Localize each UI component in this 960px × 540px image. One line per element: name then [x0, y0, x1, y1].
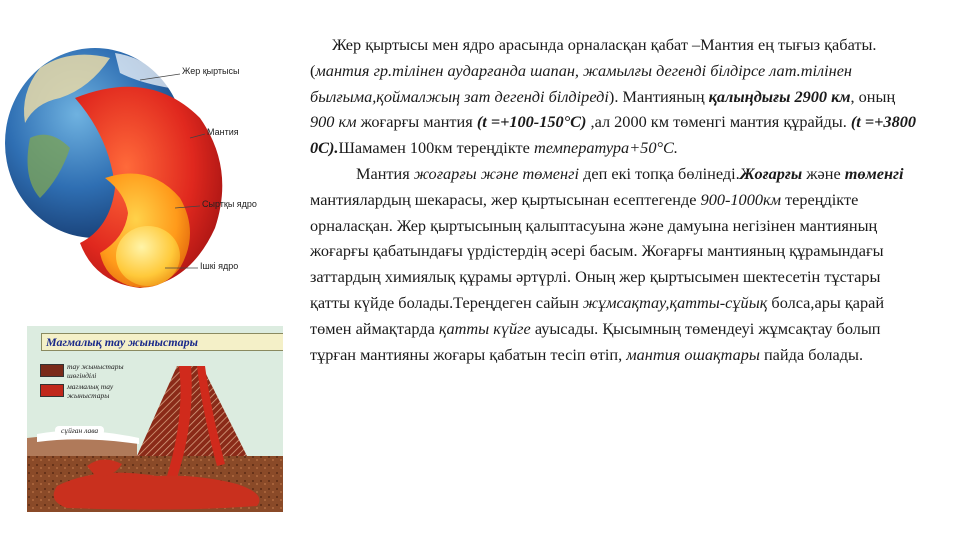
- legend-swatch-sediment: [40, 364, 64, 377]
- lava-label: сұйған лава: [55, 426, 104, 435]
- magma-figure-title: Магмалық тау жыныстары: [41, 333, 283, 351]
- volcano-illustration: [27, 326, 283, 512]
- paragraph-mantle-divisions: Мантия жоғарғы және төменгі деп екі топқа бөлінеді.Жоғарғы және төменгі мантиялардың шекарасы, жер қыртысынан есептегенде 900-1000км тереңдікте орналасқан. Жер қыртысының қалыптасуына және дамуына негізінен мантияның жоғарғы қабатындағы үрдістердің әсері басым. Жоғарғы мантияның құрамындағы заттардың химиялық құрамы әртүрлі. Оның жер қыртысымен шектесетін тұстары қатты күйде болады.Тереңдеген сайын жұмсақтау,қатты-сұйық болса,ары қарай төмен аймақтарда қатты күйге ауысады. Қысымның төмендеуі жұмсақтау болып тұрған мантияны жоғары қабатын тесіп өтіп, мантия ошақтары пайда болады.: [310, 163, 904, 364]
- inner-core-shape: [116, 226, 180, 286]
- legend-label-magmatic: магмалық тау жыныстары: [67, 382, 114, 400]
- earth-layers-figure: [0, 28, 257, 308]
- crust-label: Жер қыртысы: [182, 66, 240, 76]
- outer-core-label: Сыртқы ядро: [202, 199, 257, 209]
- mantle-label: Мантия: [207, 127, 239, 137]
- body-text: [310, 32, 920, 367]
- magma-rocks-figure: [27, 326, 283, 512]
- legend-label-sediment: тау жыныстары шөгінділі: [67, 362, 124, 380]
- inner-core-label: Ішкі ядро: [200, 261, 239, 271]
- paragraph-mantle-definition: Жер қыртысы мен ядро арасында орналасқан қабат –Мантия ең тығыз қабаты.(мантия гр.тілінен аударғанда шапан, жамылғы дегенді білдірсе лат.тілінен былғыма,қоймалжың зат дегенді білдіреді). Мантияның қалыңдығы 2900 км, оның 900 км жоғарғы мантия (t =+100-150°C) ,ал 2000 км төменгі мантия құрайды. (t =+3800 0C).Шамамен 100км тереңдікте температура+50°C.: [310, 35, 916, 158]
- legend-swatch-magmatic: [40, 384, 64, 397]
